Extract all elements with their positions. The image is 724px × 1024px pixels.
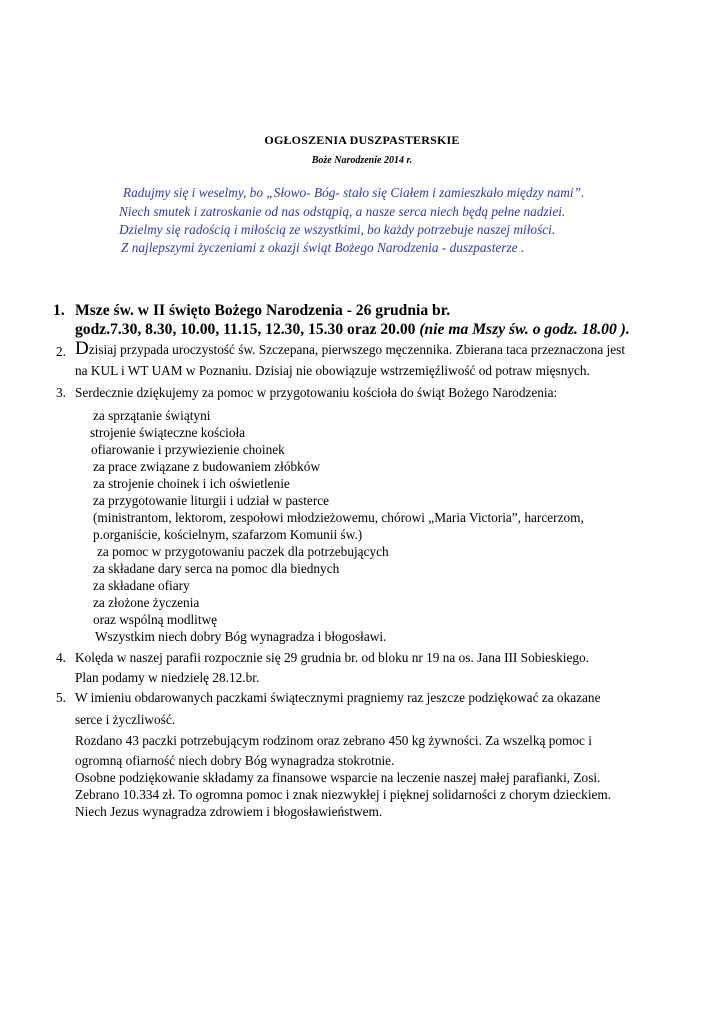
item-number: 4.: [56, 650, 66, 665]
item-number: 5.: [56, 690, 66, 705]
page-title: OGŁOSZENIA DUSZPASTERSKIE: [264, 133, 460, 147]
list-item: za złożone życzenia: [93, 595, 200, 610]
item-2-line: na KUL i WT UAM w Poznaniu. Dzisiaj nie obowiązuje wstrzemięźliwość od potraw mięsnych.: [75, 363, 590, 378]
list-item: za pomoc w przygotowaniu paczek dla potrzebujących: [97, 544, 389, 559]
list-item: strojenie świąteczne kościoła: [90, 425, 246, 440]
item-5-line: Osobne podziękowanie składamy za finansowe wsparcie na leczenie naszej małej parafianki, Zosi.: [75, 770, 601, 785]
item-4-line: Kolęda w naszej parafii rozpocznie się 29 grudnia br. od bloku nr 19 na os. Jana III Sobieskiego.: [75, 650, 590, 665]
item-3-line: Serdecznie dziękujemy za pomoc w przygotowaniu kościoła do świąt Bożego Narodzenia:: [75, 385, 558, 400]
item-5-line: Rozdano 43 paczki potrzebującym rodzinom oraz zebrano 450 kg żywności. Za wszelką pomoc i: [75, 733, 592, 748]
item-4-line: Plan podamy w niedzielę 28.12.br.: [75, 670, 260, 685]
list-item: za przygotowanie liturgii i udział w pasterce: [93, 493, 330, 508]
item-5-line: W imieniu obdarowanych paczkami świątecznymi pragniemy raz jeszcze podziękować za okazane: [75, 690, 601, 705]
greeting-line: Radujmy się i weselmy, bo „Słowo- Bóg- stało się Ciałem i zamieszkało między nami”.: [123, 185, 585, 200]
item-5-line: Zebrano 10.334 zł. To ogromna pomoc i znak niezwykłej i pięknej solidarności z chorym dzieckiem.: [75, 787, 612, 802]
item-number: 1.: [53, 302, 65, 319]
list-item: ofiarowanie i przywiezienie choinek: [91, 442, 285, 457]
item-2-line: [75, 339, 625, 358]
list-item: za strojenie choinek i ich oświetlenie: [93, 476, 290, 491]
item-2-text: zisiaj przypada uroczystość św. Szczepana, pierwszego męczennika. Zbierana taca przeznaczona jest: [88, 342, 626, 357]
list-item: za składane dary serca na pomoc dla biednych: [93, 561, 340, 576]
list-item: oraz wspólną modlitwę: [93, 612, 218, 627]
list-item: (ministrantom, lektorom, zespołowi młodzieżowemu, chórowi „Maria Victoria”, harcerzom,: [93, 510, 584, 525]
item-1-times-text: godz.7.30, 8.30, 10.00, 11.15, 12.30, 15.30 oraz 20.00: [75, 321, 416, 338]
item-5-line: Niech Jezus wynagradza zdrowiem i błogosławieństwem.: [75, 804, 383, 819]
item-number: 3.: [56, 385, 66, 400]
item-number: 2.: [56, 344, 66, 359]
page-subtitle: Boże Narodzenie 2014 r.: [311, 155, 413, 166]
greeting-line: Niech smutek i zatroskanie od nas odstąpią, a nasze serca niech będą pełne nadziei.: [119, 204, 566, 219]
item-1-line: Msze św. w II święto Bożego Narodzenia - 26 grudnia br.: [75, 302, 451, 319]
list-item: za składane ofiary: [93, 578, 190, 593]
list-item: p.organiście, kościelnym, szafarzom Komunii św.): [93, 527, 363, 542]
item-1-times: [75, 321, 630, 339]
item-5-line: ogromną ofiarność niech dobry Bóg wynagradza stokrotnie.: [75, 753, 395, 768]
list-item: za sprzątanie świątyni: [93, 408, 211, 423]
item-1-note: (nie ma Mszy św. o godz. 18.00 ).: [415, 321, 630, 338]
list-item: za prace związane z budowaniem złóbków: [93, 459, 321, 474]
greeting-line: Z najlepszymi życzeniami z okazji świąt Bożego Narodzenia - duszpasterze .: [121, 240, 525, 255]
item-2-initial: D: [75, 338, 89, 359]
item-5-line: serce i życzliwość.: [75, 712, 176, 727]
greeting-line: Dzielmy się radością i miłością ze wszystkimi, bo każdy potrzebuje naszej miłości.: [119, 222, 556, 237]
list-item: Wszystkim niech dobry Bóg wynagradza i błogosławi.: [95, 629, 387, 644]
